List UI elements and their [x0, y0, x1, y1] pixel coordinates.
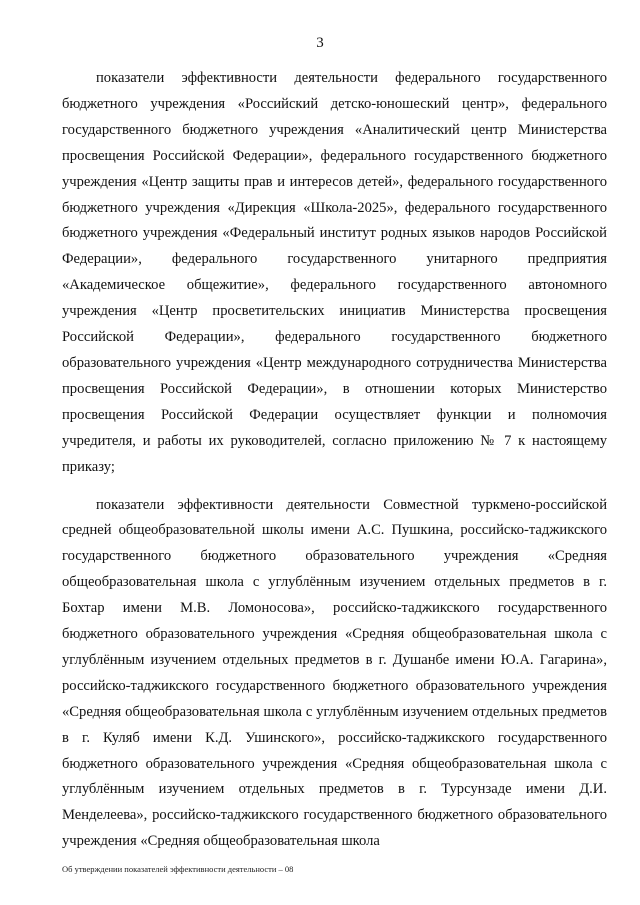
paragraph-performance-indicators-foreign-schools: показатели эффективности деятельности Совместной туркмено-российской средней общеобразовательной школы имени А.С. Пушкина, российско-таджикского государственного бюджетного образовательного учреждения «Средняя общеобразовательная школа с углублённым изучением отдельных предметов в г. Бохтар имени М.В. Ломоносова», российско-таджикского государственного бюджетного образовательного учреждения «Средняя общеобразовательная школа с углублённым изучением отдельных предметов в г. Душанбе имени Ю.А. Гагарина», российско-таджикского государственного бюджетного образовательного учреждения «Средняя общеобразовательная школа с углублённым изучением отдельных предметов в г. Куляб имени К.Д. Ушинского», российско-таджикского государственного бюджетного образовательного учреждения «Средняя общеобразовательная школа с углублённым изучением отдельных предметов в г. Турсунзаде имени Д.И. Менделеева», российско-таджикского государственного бюджетного образовательного учреждения «Средняя общеобразовательная школа — [62, 496, 607, 850]
document-body — [62, 66, 607, 855]
paragraph-performance-indicators-federal-institutions: показатели эффективности деятельности федерального государственного бюджетного учреждения «Российский детско-юношеский центр», федерального государственного бюджетного учреждения «Аналитический центр Министерства просвещения Российской Федерации», федерального государственного бюджетного учреждения «Центр защиты прав и интересов детей», федерального государственного бюджетного учреждения «Дирекция «Школа-2025», федерального государственного бюджетного учреждения «Федеральный институт родных языков народов Российской Федерации», федерального государственного унитарного предприятия «Академическое общежитие», федерального государственного автономного учреждения «Центр просветительских инициатив Министерства просвещения Российской Федерации», федерального государственного бюджетного образовательного учреждения «Центр международного сотрудничества Министерства просвещения Российской Федерации», в отношении которых Министерство просвещения Российской Федерации осуществляет функции и полномочия учредителя, и работы их руководителей, согласно приложению № 7 к настоящему приказу; — [62, 70, 607, 475]
footer-document-reference: Об утверждении показателей эффективности деятельности – 08 — [62, 864, 294, 874]
page-number: 3 — [316, 35, 324, 51]
